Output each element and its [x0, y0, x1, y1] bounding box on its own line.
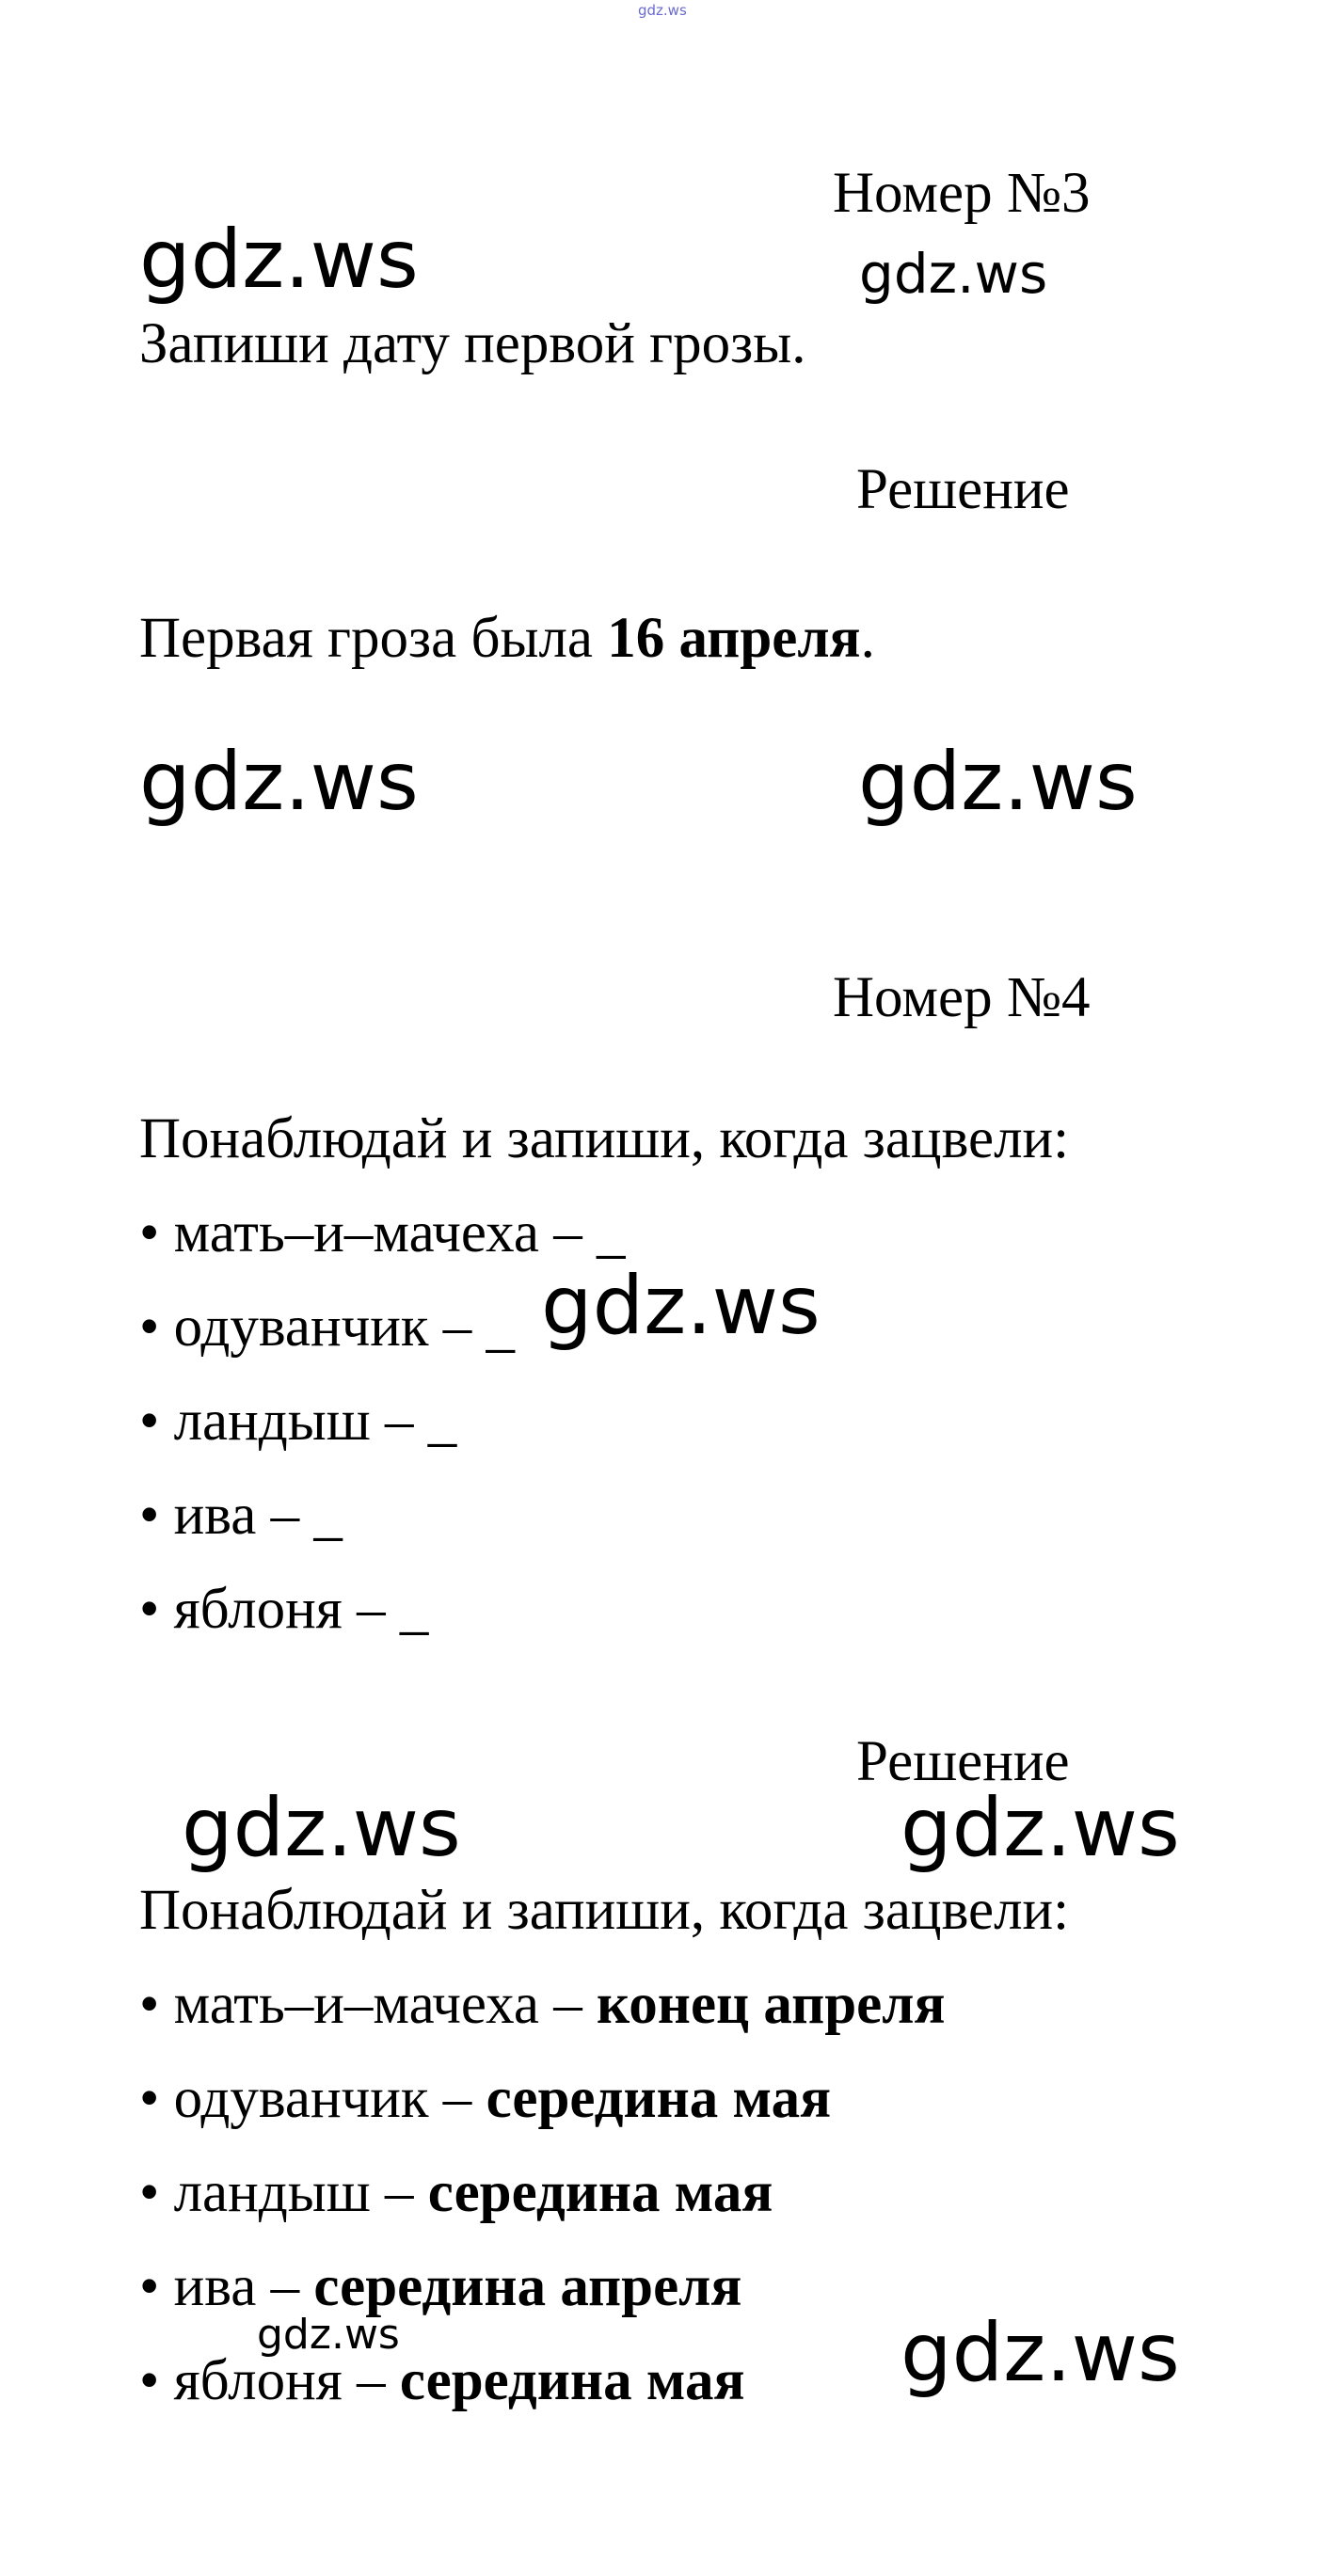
task4-answer: [139, 2067, 832, 2130]
task3-prompt: Запиши дату первой грозы.: [139, 312, 806, 375]
task4-item: • одуванчик – _: [139, 1296, 516, 1359]
watermark: gdz.ws: [182, 1781, 461, 1875]
task4-item: • яблоня – _: [139, 1578, 429, 1641]
answer-value: середина мая: [486, 2067, 832, 2130]
watermark: gdz.ws: [901, 2306, 1180, 2400]
answer-value: середина апреля: [313, 2255, 742, 2318]
answer-plant: • одуванчик –: [139, 2067, 486, 2130]
task4-answer: [139, 2349, 745, 2412]
answer-date: 16 апреля: [607, 607, 861, 670]
answer-plant: • ландыш –: [139, 2161, 428, 2224]
answer-suffix: .: [860, 607, 875, 670]
answer-value: конец апреля: [596, 1973, 946, 2036]
watermark: gdz.ws: [859, 242, 1048, 306]
task4-number: Номер №4: [833, 966, 1091, 1029]
answer-plant: • ива –: [139, 2255, 314, 2318]
watermark: gdz.ws: [257, 2311, 400, 2359]
task3-number: Номер №3: [833, 162, 1091, 225]
answer-plant: • яблоня –: [139, 2349, 400, 2412]
task4-item: • ива – _: [139, 1484, 343, 1547]
task4-answer: [139, 1973, 946, 2036]
task3-answer: [139, 607, 875, 670]
task4-solution-heading: Решение: [856, 1730, 1070, 1793]
task4-answer: [139, 2255, 742, 2318]
answer-value: середина мая: [427, 2161, 773, 2224]
answer-plant: • мать–и–мачеха –: [139, 1973, 597, 2036]
answer-prefix: Первая гроза была: [139, 607, 608, 670]
watermark: gdz.ws: [901, 1781, 1180, 1875]
task3-solution-heading: Решение: [856, 458, 1070, 521]
task4-solution-prompt: Понаблюдай и запиши, когда зацвели:: [139, 1879, 1070, 1942]
watermark: gdz.ws: [858, 735, 1138, 829]
task4-answer: [139, 2161, 773, 2224]
task4-item: • мать–и–мачеха – _: [139, 1201, 626, 1264]
answer-value: середина мая: [399, 2349, 745, 2412]
watermark: gdz.ws: [139, 735, 419, 829]
task4-item: • ландыш – _: [139, 1390, 457, 1453]
watermark: gdz.ws: [541, 1259, 821, 1353]
task4-prompt: Понаблюдай и запиши, когда зацвели:: [139, 1107, 1070, 1170]
watermark: gdz.ws: [139, 213, 419, 307]
header-watermark: gdz.ws: [638, 2, 687, 19]
